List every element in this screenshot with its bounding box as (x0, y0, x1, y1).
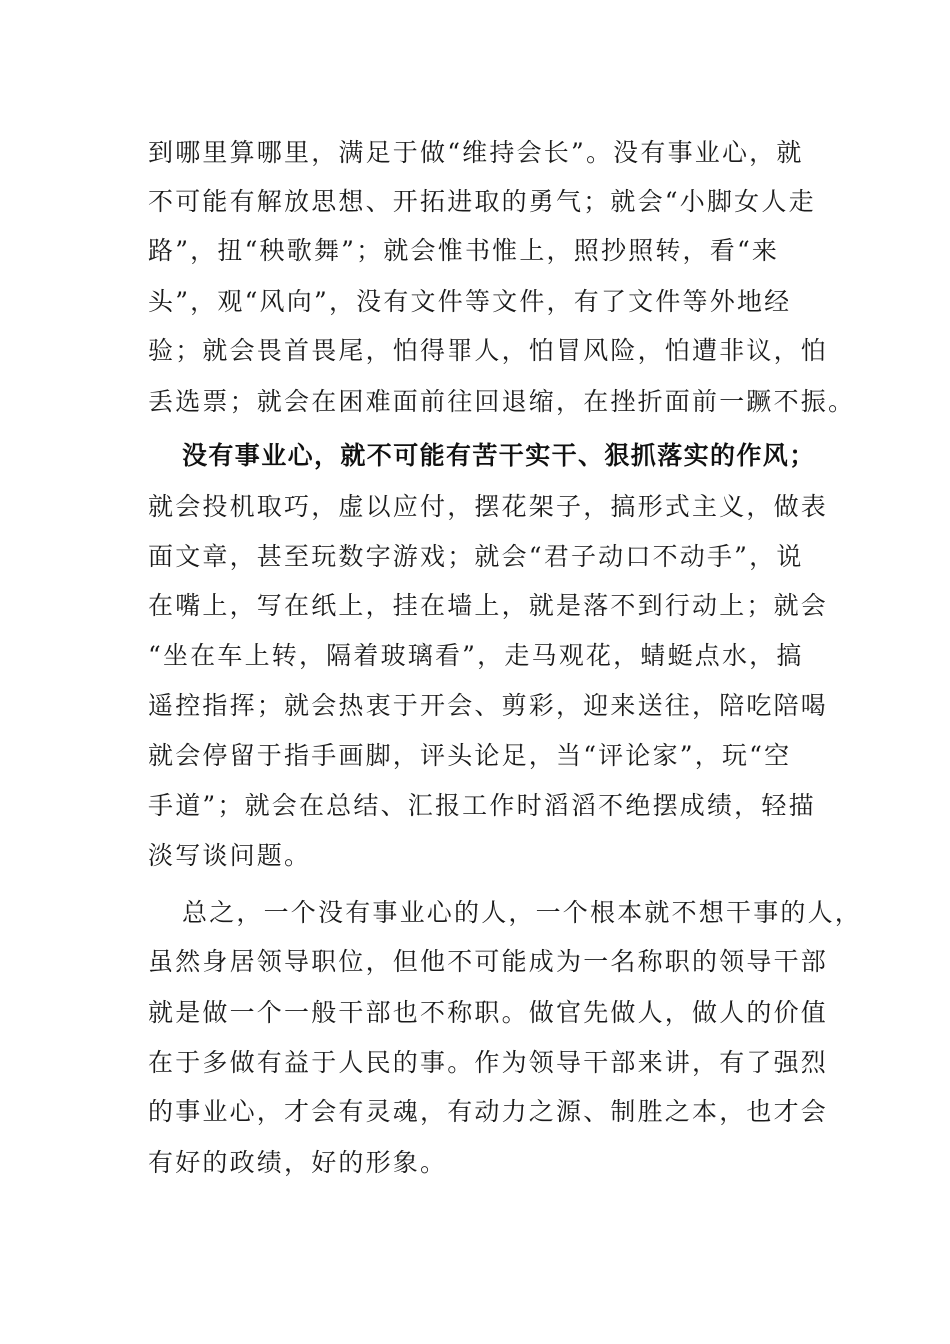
paragraph-3-line-1: 总之，一个没有事业心的人，一个根本就不想干事的人， (182, 898, 863, 927)
paragraph-2-line-4: “坐在车上转，隔着玻璃看”，走马观花，蜻蜓点水，搞 (148, 641, 804, 670)
paragraph-2-line-7: 手道”；就会在总结、汇报工作时滔滔不绝摆成绩，轻描 (148, 791, 816, 820)
paragraph-1-line-2: 不可能有解放思想、开拓进取的勇气；就会“小脚女人走 (148, 187, 816, 216)
paragraph-3-line-3: 就是做一个一般干部也不称职。做官先做人，做人的价值 (148, 998, 829, 1027)
paragraph-2-line-2: 面文章，甚至玩数字游戏；就会“君子动口不动手”，说 (148, 542, 804, 571)
paragraph-2-line-8: 淡写谈问题。 (148, 841, 312, 870)
paragraph-2-line-1: 就会投机取巧，虚以应付，摆花架子，搞形式主义，做表 (148, 492, 829, 521)
paragraph-3-line-4: 在于多做有益于人民的事。作为领导干部来讲，有了强烈 (148, 1048, 829, 1077)
paragraph-2-line-6: 就会停留于指手画脚，评头论足，当“评论家”，玩“空 (148, 741, 792, 770)
paragraph-2-line-5: 遥控指挥；就会热衷于开会、剪彩，迎来送往，陪吃陪喝 (148, 691, 829, 720)
paragraph-1-line-6: 丢选票；就会在困难面前往回退缩，在挫折面前一蹶不振。 (148, 387, 856, 416)
paragraph-3-line-5: 的事业心，才会有灵魂，有动力之源、制胜之本，也才会 (148, 1097, 829, 1126)
paragraph-1-line-5: 验；就会畏首畏尾，怕得罪人，怕冒风险，怕遭非议，怕 (148, 336, 829, 365)
paragraph-2-lead-sentence: 没有事业心，就不可能有苦干实干、狠抓落实的作风； (182, 441, 816, 470)
paragraph-2-line-3: 在嘴上，写在纸上，挂在墙上，就是落不到行动上；就会 (148, 591, 829, 620)
paragraph-3-line-2: 虽然身居领导职位，但他不可能成为一名称职的领导干部 (148, 947, 829, 976)
paragraph-1-line-3: 路”，扭“秧歌舞”；就会惟书惟上，照抄照转，看“来 (148, 236, 780, 265)
paragraph-3-line-6: 有好的政绩，好的形象。 (148, 1148, 448, 1177)
paragraph-1-line-1: 到哪里算哪里，满足于做“维持会长”。没有事业心，就 (148, 138, 804, 167)
paragraph-1-line-4: 头”，观“风向”，没有文件等文件，有了文件等外地经 (148, 287, 792, 316)
